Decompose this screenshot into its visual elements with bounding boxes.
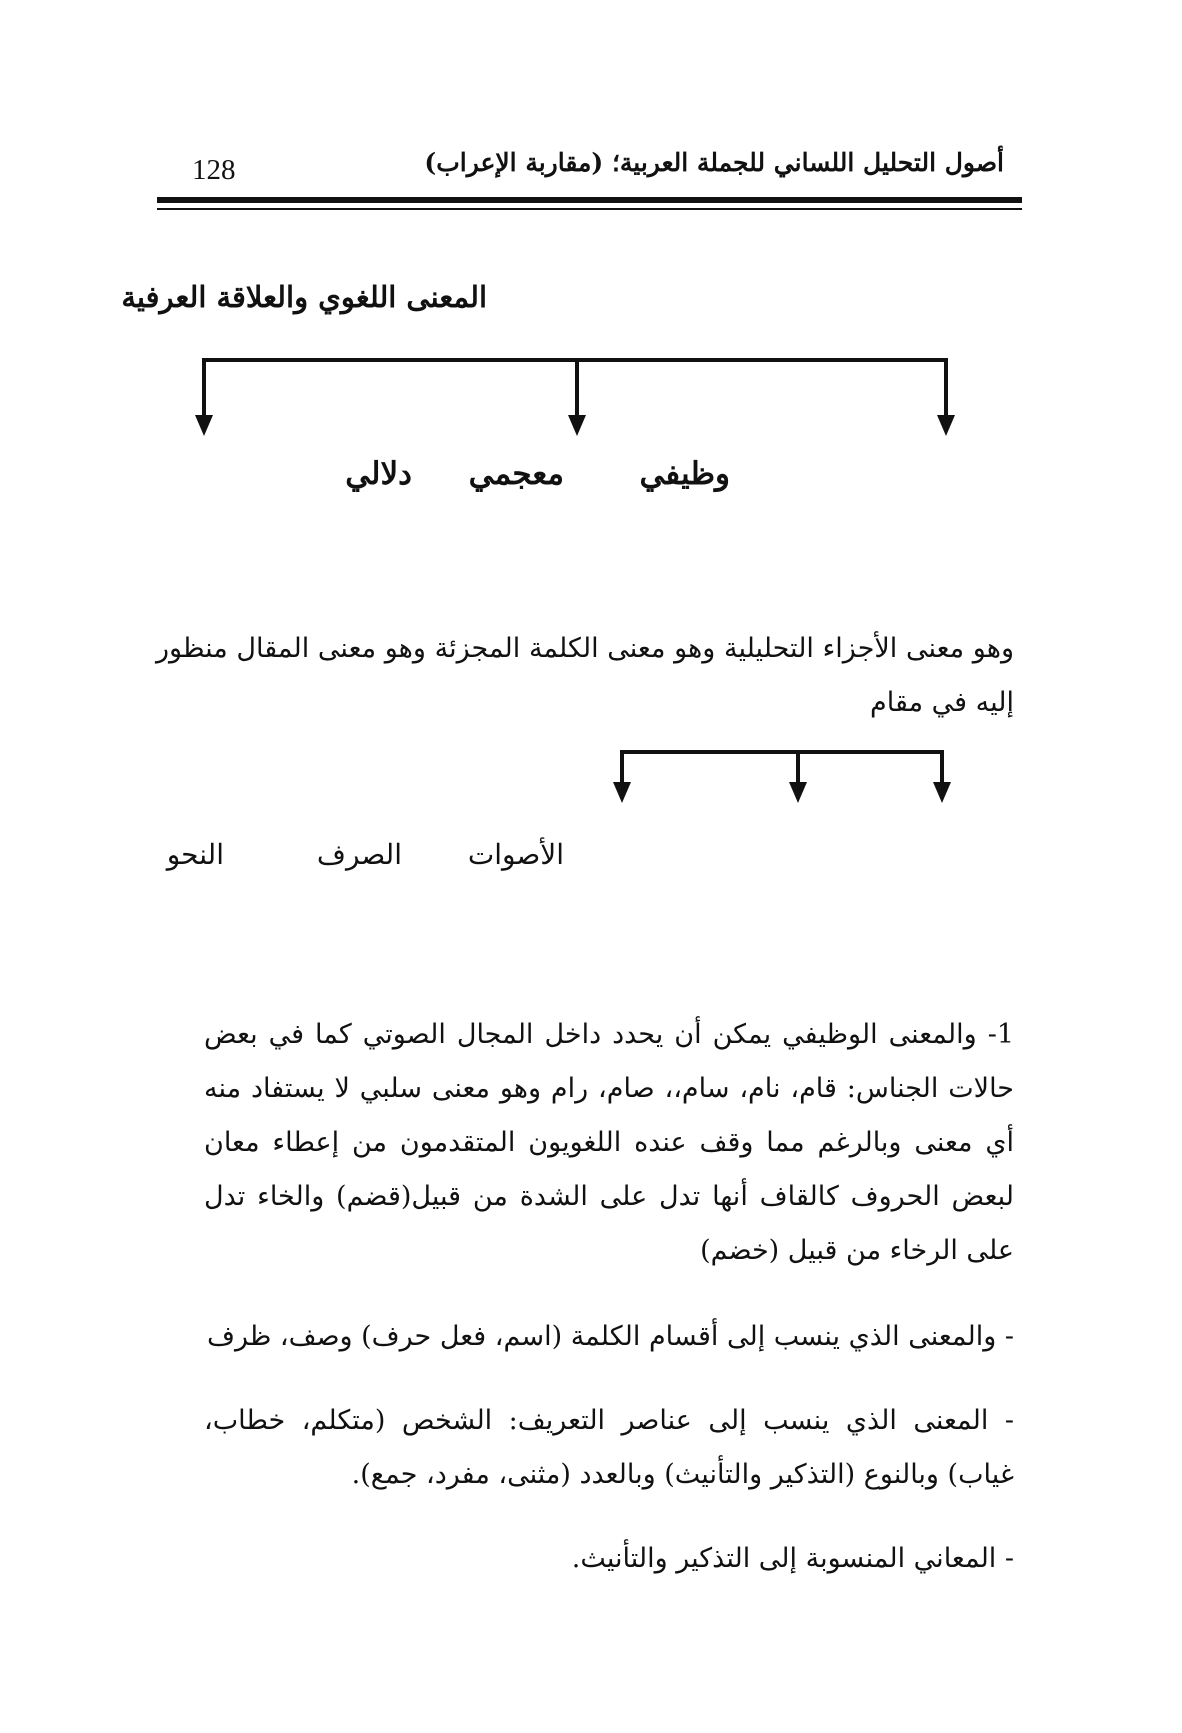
- tree2-label-syntax: النحو: [166, 838, 224, 871]
- bullet-definiteness: - المعنى الذي ينسب إلى عناصر التعريف: الشخص (متكلم، خطاب، غياب) وبالنوع (التذكير والتأنيث) وبالعدد (مثنى، مفرد، جمع).: [204, 1405, 1014, 1490]
- paragraph-2: 1- والمعنى الوظيفي يمكن أن يحدد داخل المجال الصوتي كما في بعض حالات الجناس: قام، نام، سام،، صام، رام وهو معنى سلبي لا يستفاد منه أي معنى وبالرغم مما وقف عنده اللغويون المتقدمون من إعطاء معان لبعض الحروف كالقاف أنها تدل على الشدة من قبيل(قضم) والخاء تدل على الرخاء من قبيل (خضم): [204, 1019, 1014, 1266]
- bullet-word-classes: - والمعنى الذي ينسب إلى أقسام الكلمة (اسم، فعل حرف) وصف، ظرف: [206, 1321, 1014, 1352]
- tree2-label-phonology: الأصوات: [467, 838, 564, 871]
- tree1-connectors: [195, 358, 955, 436]
- running-header-title: أصول التحليل اللساني للجملة العربية؛ (مقاربة الإعراب): [424, 148, 1004, 177]
- tree1-label-functional: وظيفي: [639, 456, 730, 492]
- paragraph-1: وهو معنى الأجزاء التحليلية وهو معنى الكلمة المجزئة وهو معنى المقال منظور إليه في مقام: [156, 633, 1014, 718]
- tree1-label-semantic: دلالي: [345, 456, 412, 492]
- page-number: 128: [192, 154, 236, 186]
- tree1-label-lexical: معجمي: [468, 456, 564, 492]
- bullet-gender: - المعاني المنسوبة إلى التذكير والتأنيث.: [571, 1543, 1014, 1574]
- section-heading: المعنى اللغوي والعلاقة العرفية: [121, 280, 487, 314]
- tree2-label-morphology: الصرف: [316, 838, 402, 871]
- tree2-connectors: [613, 750, 951, 803]
